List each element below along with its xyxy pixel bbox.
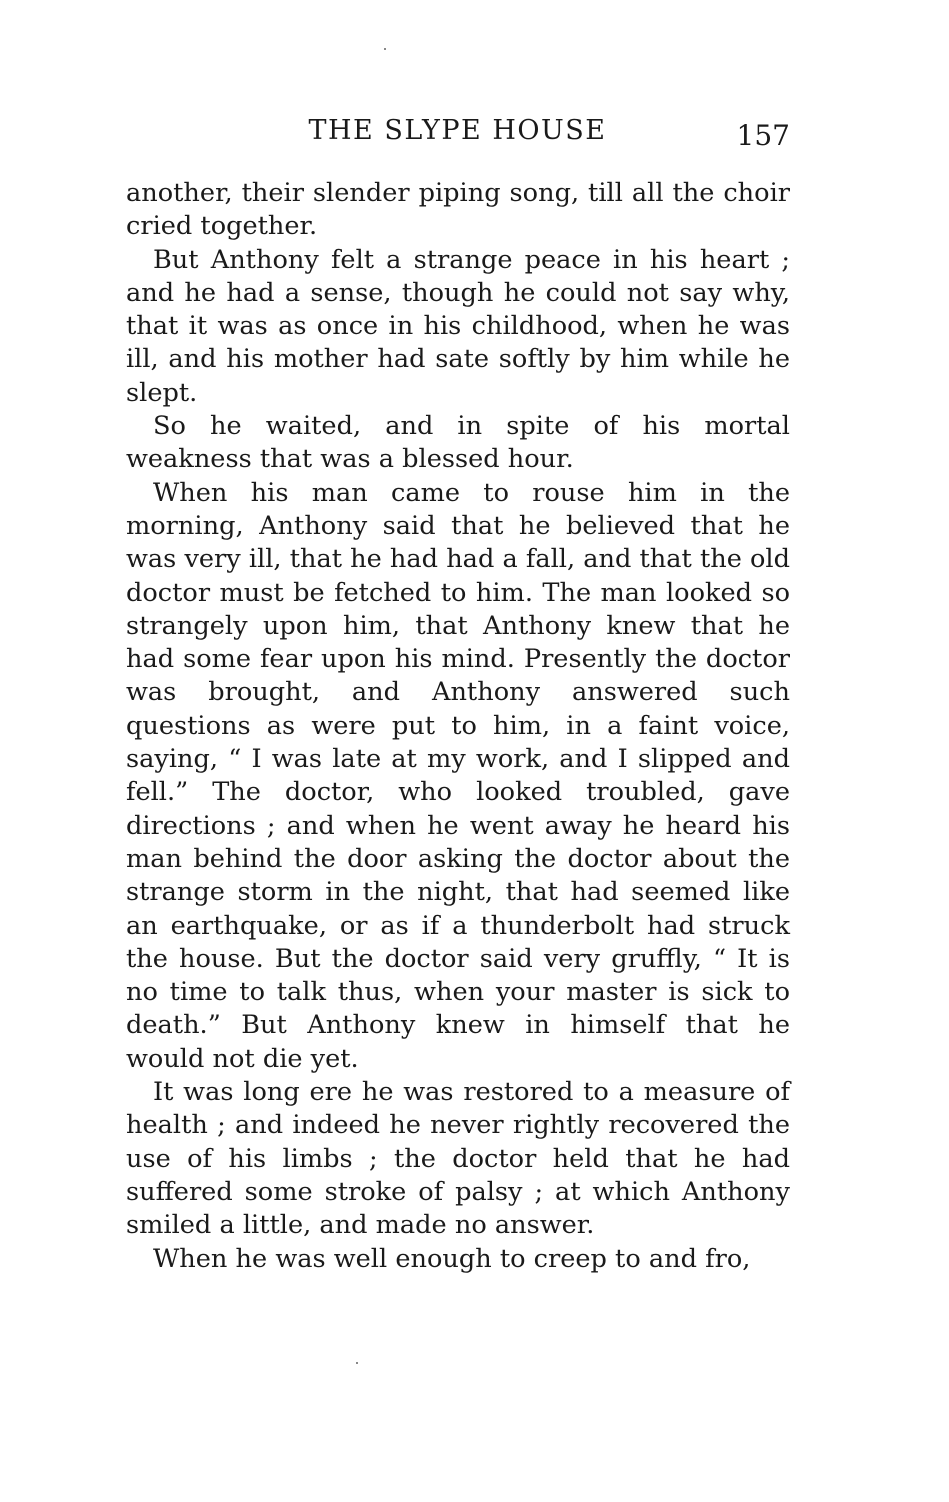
paragraph: When his man came to rouse him in the morning, Anthony said that he believed that he was very ill, that he had had a fall, and that the old doctor must be fetched to him. The man looked so strangely upon him, that Anthony knew that he had some fear upon his mind. Presently the doctor was brought, and Anthony answered such questions as were put to him, in a faint voice, saying, “ I was late at my work, and I slipped and fell.” The doctor, who looked troubled, gave directions ; and when he went away he heard his man behind the door asking the doctor about the strange storm in the night, that had seemed like an earthquake, or as if a thunderbolt had struck the house. But the doctor said very gruffly, “ It is no time to talk thus, when your master is sick to death.” But Anthony knew in himself that he would not die yet.: [126, 477, 790, 1074]
print-speck: [384, 48, 386, 50]
page-number: 157: [736, 119, 790, 152]
running-head: [125, 115, 790, 155]
body-text: [126, 177, 790, 1276]
paragraph: It was long ere he was restored to a measure of health ; and indeed he never rightly recovered the use of his limbs ; the doctor held that he had suffered some stroke of palsy ; at which Anthony smiled a little, and made no answer.: [126, 1077, 790, 1241]
paragraph: another, their slender piping song, till all the choir cried together.: [126, 178, 790, 242]
running-title: THE SLYPE HOUSE: [308, 115, 607, 146]
paragraph: But Anthony felt a strange peace in his heart ; and he had a sense, though he could not say why, that it was as once in his childhood, when he was ill, and his mother had sate softly by him while he slept.: [126, 244, 790, 408]
print-speck: [356, 1362, 358, 1364]
paragraph: So he waited, and in spite of his mortal weakness that was a blessed hour.: [126, 411, 790, 475]
paragraph: When he was well enough to creep to and fro,: [153, 1243, 751, 1274]
